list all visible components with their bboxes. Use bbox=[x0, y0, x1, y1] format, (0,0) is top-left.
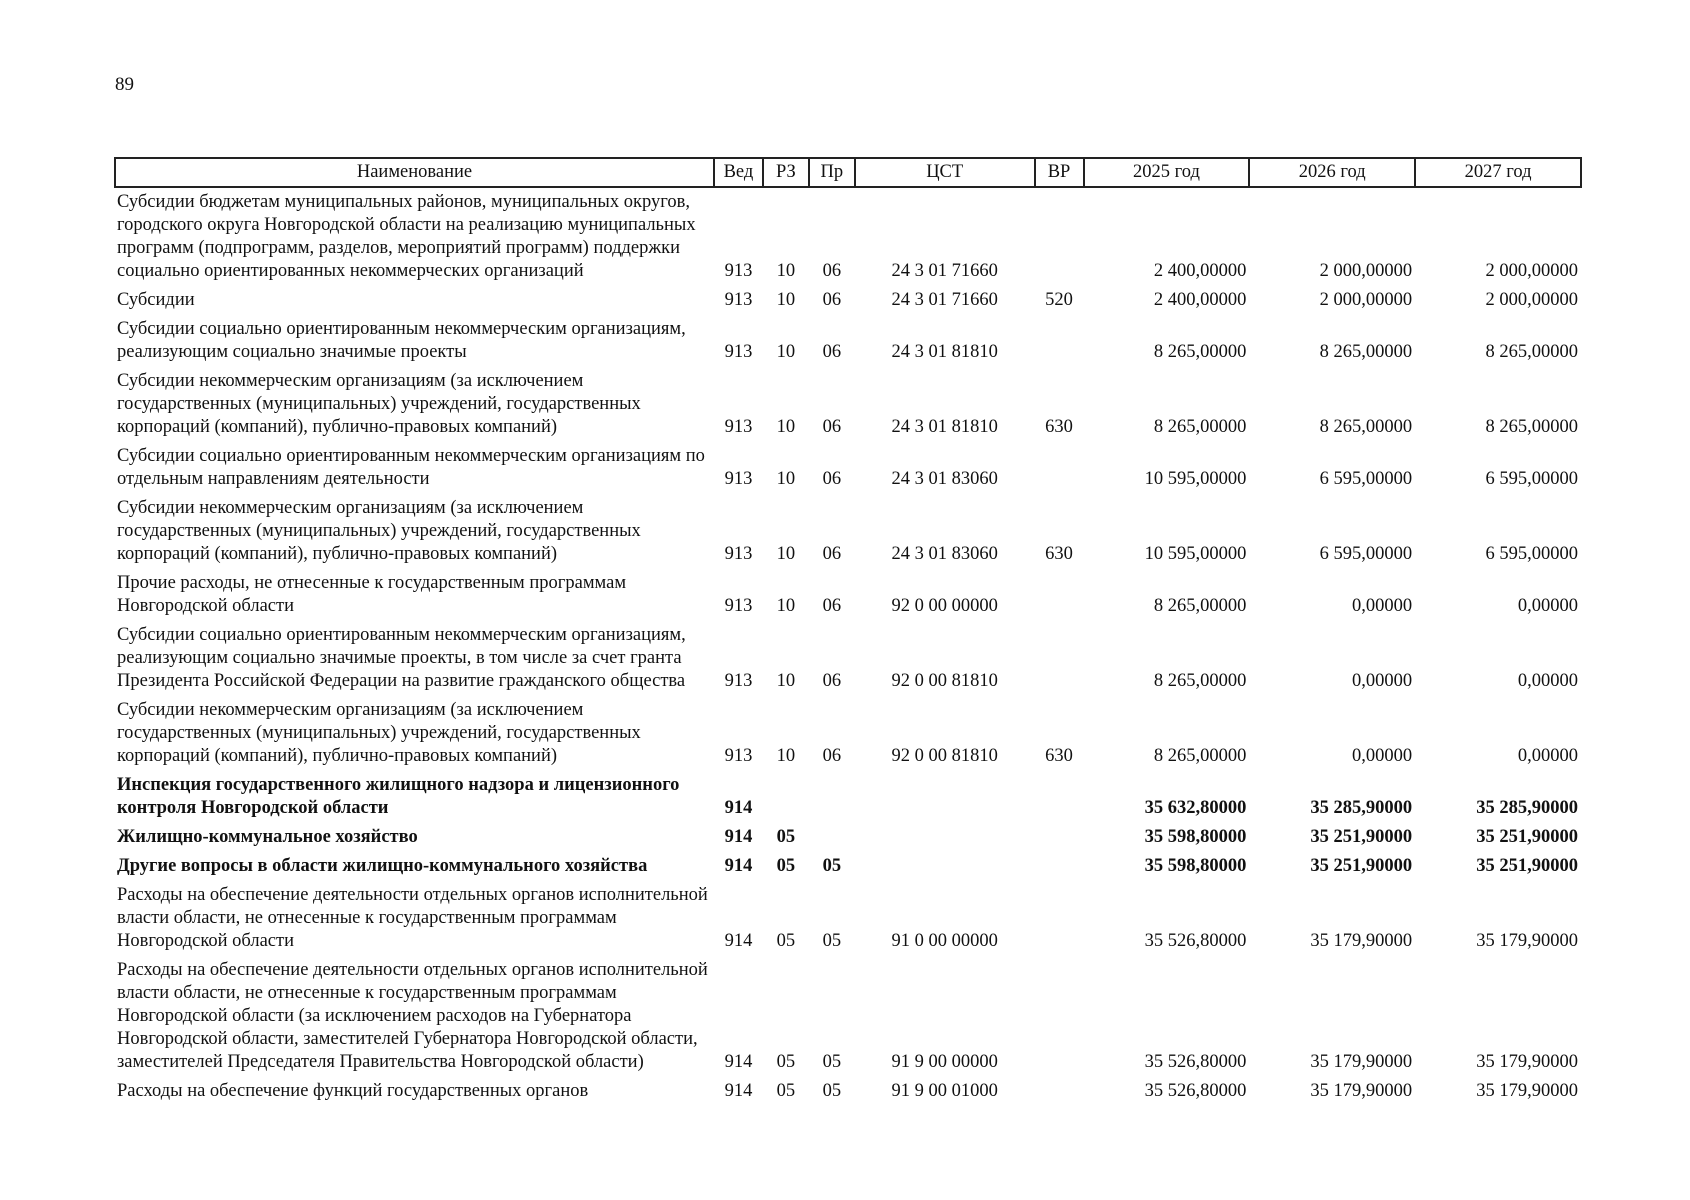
table-row bbox=[115, 1077, 1581, 1106]
cell-vr bbox=[1035, 823, 1084, 852]
cell-2025: 35 526,80000 bbox=[1144, 931, 1247, 951]
cell-pr: 05 bbox=[822, 931, 842, 951]
cell-ved: 914 bbox=[724, 798, 753, 818]
table-row bbox=[115, 315, 1581, 367]
table-row bbox=[115, 367, 1581, 442]
cell-2026: 8 265,00000 bbox=[1319, 342, 1413, 362]
table-row bbox=[115, 621, 1581, 696]
cell-pr: 06 bbox=[822, 469, 842, 489]
budget-table bbox=[114, 157, 1582, 1106]
cell-2027: 2 000,00000 bbox=[1485, 261, 1578, 281]
cell-ved: 914 bbox=[724, 1081, 753, 1101]
cell-pr: 06 bbox=[822, 290, 842, 310]
table-row bbox=[115, 494, 1581, 569]
cell-2026: 6 595,00000 bbox=[1319, 544, 1413, 564]
cell-cst: 92 0 00 81810 bbox=[891, 671, 998, 691]
table-row bbox=[115, 187, 1581, 286]
cell-name: Жилищно-коммунальное хозяйство bbox=[117, 827, 418, 847]
cell-2026: 2 000,00000 bbox=[1319, 261, 1413, 281]
cell-2026: 35 251,90000 bbox=[1310, 827, 1413, 847]
cell-2027: 35 179,90000 bbox=[1476, 931, 1578, 951]
cell-rz: 05 bbox=[776, 856, 796, 876]
cell-pr: 06 bbox=[822, 746, 842, 766]
cell-pr: 06 bbox=[822, 417, 842, 437]
cell-2027: 0,00000 bbox=[1517, 596, 1578, 616]
table-row bbox=[115, 823, 1581, 852]
cell-rz: 10 bbox=[776, 469, 796, 489]
cell-2026: 0,00000 bbox=[1352, 671, 1413, 691]
cell-cst bbox=[855, 771, 1035, 823]
cell-rz: 05 bbox=[776, 1081, 796, 1101]
cell-cst bbox=[855, 823, 1035, 852]
cell-vr bbox=[1035, 187, 1084, 286]
cell-2026: 2 000,00000 bbox=[1319, 290, 1413, 310]
cell-pr: 06 bbox=[822, 671, 842, 691]
cell-2026: 8 265,00000 bbox=[1319, 417, 1413, 437]
cell-2026: 6 595,00000 bbox=[1319, 469, 1413, 489]
cell-pr: 06 bbox=[822, 544, 842, 564]
header-pr: Пр bbox=[809, 158, 855, 187]
cell-ved: 913 bbox=[724, 671, 753, 691]
cell-rz: 05 bbox=[776, 1052, 796, 1072]
table-row bbox=[115, 442, 1581, 494]
cell-cst: 91 0 00 00000 bbox=[891, 931, 998, 951]
cell-rz: 05 bbox=[776, 931, 796, 951]
cell-vr bbox=[1035, 852, 1084, 881]
header-cst: ЦСТ bbox=[855, 158, 1035, 187]
cell-ved: 913 bbox=[724, 290, 753, 310]
cell-2027: 8 265,00000 bbox=[1485, 342, 1578, 362]
cell-2027: 35 251,90000 bbox=[1476, 856, 1578, 876]
header-vr: ВР bbox=[1035, 158, 1084, 187]
cell-2025: 35 526,80000 bbox=[1144, 1052, 1247, 1072]
cell-name: Субсидии социально ориентированным некоммерческим организациям по отдельным направлениям деятельности bbox=[117, 446, 705, 489]
cell-ved: 914 bbox=[724, 931, 753, 951]
table-row bbox=[115, 696, 1581, 771]
cell-2025: 35 598,80000 bbox=[1144, 827, 1247, 847]
cell-vr bbox=[1035, 956, 1084, 1077]
cell-cst: 24 3 01 81810 bbox=[891, 342, 998, 362]
cell-2025: 8 265,00000 bbox=[1153, 671, 1247, 691]
cell-name: Субсидии bbox=[117, 290, 195, 310]
table-row bbox=[115, 569, 1581, 621]
cell-ved: 913 bbox=[724, 746, 753, 766]
cell-name: Субсидии бюджетам муниципальных районов, муниципальных округов, городского округа Новгородской области на реализацию муниципальных программ (подпрограмм, разделов, мероприятий программ) поддержки социально ориентированных некоммерческих организаций bbox=[117, 192, 696, 281]
cell-2026: 35 285,90000 bbox=[1310, 798, 1413, 818]
table-body bbox=[115, 187, 1581, 1106]
cell-2025: 8 265,00000 bbox=[1153, 342, 1247, 362]
cell-2027: 35 285,90000 bbox=[1476, 798, 1578, 818]
cell-2027: 0,00000 bbox=[1517, 671, 1578, 691]
cell-2027: 35 179,90000 bbox=[1476, 1052, 1578, 1072]
cell-pr: 06 bbox=[822, 596, 842, 616]
cell-rz: 10 bbox=[776, 342, 796, 362]
cell-cst bbox=[855, 852, 1035, 881]
cell-rz: 10 bbox=[776, 671, 796, 691]
cell-2025: 2 400,00000 bbox=[1153, 261, 1247, 281]
cell-2026: 35 179,90000 bbox=[1310, 1052, 1413, 1072]
cell-rz: 10 bbox=[776, 596, 796, 616]
cell-ved: 913 bbox=[724, 469, 753, 489]
cell-name: Прочие расходы, не отнесенные к государственным программам Новгородской области bbox=[117, 573, 627, 616]
cell-vr bbox=[1035, 621, 1084, 696]
table-row bbox=[115, 956, 1581, 1077]
table-header-row bbox=[115, 158, 1581, 187]
cell-rz bbox=[763, 771, 809, 823]
cell-vr: 630 bbox=[1045, 544, 1073, 564]
cell-2025: 8 265,00000 bbox=[1153, 746, 1247, 766]
cell-pr: 05 bbox=[822, 1052, 842, 1072]
cell-cst: 24 3 01 83060 bbox=[891, 544, 998, 564]
cell-vr: 630 bbox=[1045, 746, 1073, 766]
table-row bbox=[115, 881, 1581, 956]
table-row bbox=[115, 852, 1581, 881]
cell-vr: 520 bbox=[1045, 290, 1073, 310]
page-number: 89 bbox=[115, 74, 134, 95]
cell-name: Расходы на обеспечение деятельности отдельных органов исполнительной власти области, не отнесенные к государственным программам Новгородской области (за исключением расходов на Губернатора Новгородской области, заместителей Губернатора Новгородской области, заместителей Председателя Правительства Новгородской области) bbox=[117, 960, 708, 1072]
cell-rz: 10 bbox=[776, 261, 796, 281]
cell-cst: 92 0 00 00000 bbox=[891, 596, 998, 616]
cell-rz: 10 bbox=[776, 544, 796, 564]
cell-ved: 913 bbox=[724, 342, 753, 362]
cell-2027: 0,00000 bbox=[1517, 746, 1578, 766]
cell-name: Субсидии социально ориентированным некоммерческим организациям, реализующим социально значимые проекты, в том числе за счет гранта Президента Российской Федерации на развитие гражданского общества bbox=[117, 625, 686, 691]
cell-ved: 913 bbox=[724, 596, 753, 616]
cell-rz: 05 bbox=[776, 827, 796, 847]
cell-ved: 914 bbox=[724, 827, 753, 847]
cell-cst: 24 3 01 81810 bbox=[891, 417, 998, 437]
cell-2027: 8 265,00000 bbox=[1485, 417, 1578, 437]
header-2025: 2025 год bbox=[1084, 158, 1250, 187]
table-row bbox=[115, 771, 1581, 823]
cell-ved: 913 bbox=[724, 417, 753, 437]
cell-pr: 05 bbox=[822, 856, 842, 876]
table-row bbox=[115, 286, 1581, 315]
cell-rz: 10 bbox=[776, 746, 796, 766]
cell-ved: 914 bbox=[724, 1052, 753, 1072]
cell-rz: 10 bbox=[776, 290, 796, 310]
header-2027: 2027 год bbox=[1415, 158, 1581, 187]
cell-2027: 35 179,90000 bbox=[1476, 1081, 1578, 1101]
cell-2026: 0,00000 bbox=[1352, 746, 1413, 766]
cell-ved: 913 bbox=[724, 544, 753, 564]
cell-2025: 8 265,00000 bbox=[1153, 417, 1247, 437]
cell-cst: 24 3 01 83060 bbox=[891, 469, 998, 489]
cell-rz: 10 bbox=[776, 417, 796, 437]
cell-vr bbox=[1035, 569, 1084, 621]
cell-name: Субсидии некоммерческим организациям (за исключением государственных (муниципальных) учреждений, государственных корпораций (компаний), публично-правовых компаний) bbox=[117, 498, 641, 564]
cell-2025: 2 400,00000 bbox=[1153, 290, 1247, 310]
cell-ved: 913 bbox=[724, 261, 753, 281]
cell-vr bbox=[1035, 771, 1084, 823]
cell-cst: 91 9 00 00000 bbox=[891, 1052, 998, 1072]
cell-2026: 35 179,90000 bbox=[1310, 1081, 1413, 1101]
cell-ved: 914 bbox=[724, 856, 753, 876]
cell-pr: 05 bbox=[822, 1081, 842, 1101]
cell-cst: 92 0 00 81810 bbox=[891, 746, 998, 766]
cell-name: Субсидии некоммерческим организациям (за исключением государственных (муниципальных) учреждений, государственных корпораций (компаний), публично-правовых компаний) bbox=[117, 371, 641, 437]
header-name: Наименование bbox=[115, 158, 714, 187]
cell-pr bbox=[809, 771, 855, 823]
cell-cst: 24 3 01 71660 bbox=[891, 261, 998, 281]
cell-cst: 91 9 00 01000 bbox=[891, 1081, 998, 1101]
cell-2025: 35 632,80000 bbox=[1144, 798, 1247, 818]
cell-name: Другие вопросы в области жилищно-коммунального хозяйства bbox=[117, 856, 648, 876]
cell-pr: 06 bbox=[822, 342, 842, 362]
cell-vr bbox=[1035, 442, 1084, 494]
cell-2026: 35 179,90000 bbox=[1310, 931, 1413, 951]
cell-vr: 630 bbox=[1045, 417, 1073, 437]
cell-name: Инспекция государственного жилищного надзора и лицензионного контроля Новгородской области bbox=[117, 775, 680, 818]
cell-2025: 10 595,00000 bbox=[1144, 544, 1247, 564]
cell-2025: 8 265,00000 bbox=[1153, 596, 1247, 616]
cell-vr bbox=[1035, 1077, 1084, 1106]
cell-2025: 10 595,00000 bbox=[1144, 469, 1247, 489]
cell-2027: 2 000,00000 bbox=[1485, 290, 1578, 310]
cell-2027: 6 595,00000 bbox=[1485, 469, 1578, 489]
cell-name: Расходы на обеспечение деятельности отдельных органов исполнительной власти области, не отнесенные к государственным программам Новгородской области bbox=[117, 885, 708, 951]
cell-pr: 06 bbox=[822, 261, 842, 281]
cell-pr bbox=[809, 823, 855, 852]
cell-name: Субсидии социально ориентированным некоммерческим организациям, реализующим социально значимые проекты bbox=[117, 319, 686, 362]
cell-2026: 0,00000 bbox=[1352, 596, 1413, 616]
header-ved: Вед bbox=[714, 158, 763, 187]
cell-cst: 24 3 01 71660 bbox=[891, 290, 998, 310]
header-2026: 2026 год bbox=[1249, 158, 1415, 187]
cell-2026: 35 251,90000 bbox=[1310, 856, 1413, 876]
cell-2025: 35 598,80000 bbox=[1144, 856, 1247, 876]
cell-name: Расходы на обеспечение функций государственных органов bbox=[117, 1081, 589, 1101]
cell-2027: 35 251,90000 bbox=[1476, 827, 1578, 847]
cell-name: Субсидии некоммерческим организациям (за исключением государственных (муниципальных) учреждений, государственных корпораций (компаний), публично-правовых компаний) bbox=[117, 700, 641, 766]
cell-vr bbox=[1035, 315, 1084, 367]
cell-vr bbox=[1035, 881, 1084, 956]
cell-2025: 35 526,80000 bbox=[1144, 1081, 1247, 1101]
header-rz: РЗ bbox=[763, 158, 809, 187]
cell-2027: 6 595,00000 bbox=[1485, 544, 1578, 564]
